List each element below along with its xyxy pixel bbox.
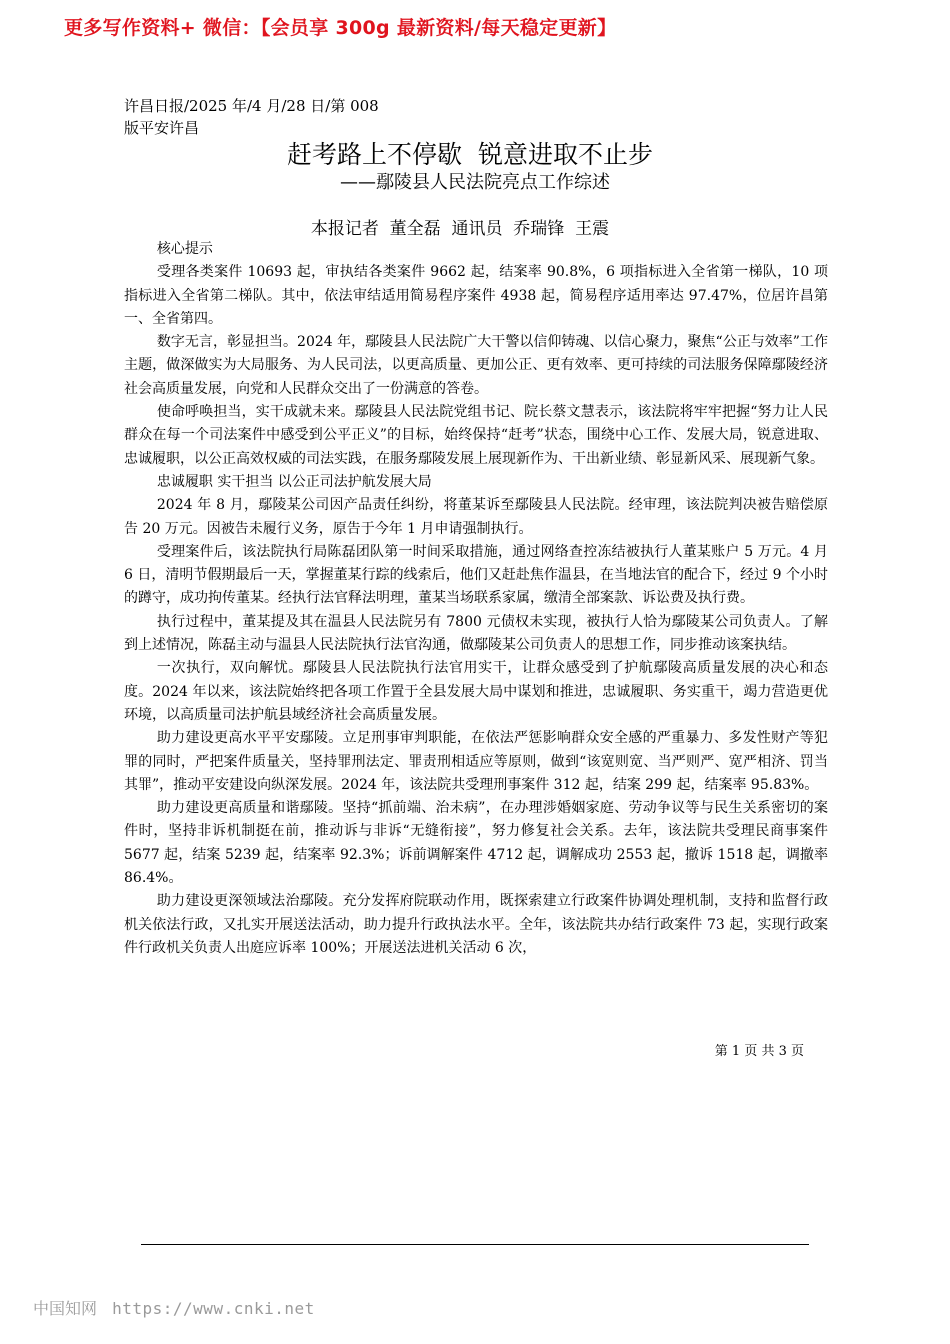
- article-byline: 本报记者 董全磊 通讯员 乔瑞锋 王震: [310, 219, 610, 239]
- footer-site-name: 中国知网: [33, 1299, 98, 1318]
- paragraph: 一次执行，双向解忧。鄢陵县人民法院执行法官用实干，让群众感受到了护航鄢陵高质量发展的决心和态度。2024 年以来，该法院始终把各项工作置于全县发展大局中谋划和推进，忠诚履职、务实重干，竭力营造更优环境，以高质量司法护航县域经济社会高质量发展。: [124, 660, 828, 723]
- source-info: [124, 95, 379, 139]
- promo-banner: 更多写作资料+ 微信：【会员享 300g 最新资料/每天稳定更新】: [64, 17, 617, 39]
- footer-url[interactable]: https://www.cnki.net: [112, 1299, 315, 1318]
- article-body: [124, 238, 828, 960]
- paragraph: 使命呼唤担当，实干成就未来。鄢陵县人民法院党组书记、院长蔡文慧表示，该法院将牢牢把握“努力让人民群众在每一个司法案件中感受到公平正义”的目标，始终保持“赶考”状态，围绕中心工作、发展大局，锐意进取、忠诚履职，以公正高效权威的司法实践，在服务鄢陵发展上展现新作为、干出新业绩、彰显新风采、展现新气象。: [124, 404, 828, 467]
- article-subtitle: ——鄢陵县人民法院亮点工作综述: [340, 172, 610, 193]
- paragraph: 数字无言，彰显担当。2024 年，鄢陵县人民法院广大干警以信仰铸魂、以信心聚力，聚焦“公正与效率”工作主题，做深做实为大局服务、为人民司法，以更高质量、更加公正、更有效率、更可持续的司法服务保障鄢陵经济社会高质量发展，向党和人民群众交出了一份满意的答卷。: [124, 334, 828, 397]
- paragraph: 受理案件后，该法院执行局陈磊团队第一时间采取措施，通过网络查控冻结被执行人董某账户 5 万元。4 月 6 日，清明节假期最后一天，掌握董某行踪的线索后，他们又赶赴焦作温县，在当地法官的配合下，经过 9 个小时的蹲守，成功拘传董某。经执行法官释法明理，董某当场联系家属，缴清全部案款、诉讼费及执行费。: [124, 543, 828, 607]
- footer-divider: [141, 1244, 809, 1245]
- source-line-2: 版平安许昌: [124, 119, 200, 137]
- paragraph: 受理各类案件 10693 起，审执结各类案件 9662 起，结案率 90.8%，6 项指标进入全省第一梯队，10 项指标进入全省第二梯队。其中，依法审结适用简易程序案件 4938 起，简易程序适用率达 97.47%，位居许昌第一、全省第四。: [124, 264, 828, 327]
- paragraph: 执行过程中，董某提及其在温县人民法院另有 7800 元债权未实现，被执行人恰为鄢陵某公司负责人。了解到上述情况，陈磊主动与温县人民法院执行法官沟通，做鄢陵某公司负责人的思想工作，同步推动该案执结。: [124, 613, 828, 654]
- footer-watermark: [33, 1296, 315, 1319]
- section-heading-core: 核心提示: [156, 241, 213, 257]
- section-heading-duty: 忠诚履职 实干担当 以公正司法护航发展大局: [156, 473, 432, 490]
- paragraph: 2024 年 8 月，鄢陵某公司因产品责任纠纷，将董某诉至鄢陵县人民法院。经审理，该法院判决被告赔偿原告 20 万元。因被告未履行义务，原告于今年 1 月申请强制执行。: [124, 497, 828, 537]
- paragraph: 助力建设更深领域法治鄢陵。充分发挥府院联动作用，既探索建立行政案件协调处理机制，支持和监督行政机关依法行政，又扎实开展送法活动，助力提升行政执法水平。全年，该法院共办结行政案件 73 起，实现行政案件行政机关负责人出庭应诉率 100%；开展送法进机关活动 6 次，: [124, 893, 828, 956]
- source-line-1: 许昌日报/2025 年/4 月/28 日/第 008: [124, 97, 379, 115]
- article-title: 赶考路上不停歇 锐意进取不止步: [287, 140, 653, 169]
- paragraph: 助力建设更高水平平安鄢陵。立足刑事审判职能，在依法严惩影响群众安全感的严重暴力、多发性财产等犯罪的同时，严把案件质量关，坚持罪刑法定、罪责刑相适应等原则，做到“该宽则宽、当严则严、宽严相济、罚当其罪”，推动平安建设向纵深发展。2024 年，该法院共受理刑事案件 312 起，结案 299 起，结案率 95.83%。: [124, 730, 828, 793]
- page-number: 第 1 页 共 3 页: [714, 1044, 804, 1059]
- paragraph: 助力建设更高质量和谐鄢陵。坚持“抓前端、治未病”，在办理涉婚姻家庭、劳动争议等与民生关系密切的案件时，坚持非诉机制挺在前，推动诉与非诉“无缝衔接”，努力修复社会关系。去年，该法院共受理民商事案件 5677 起，结案 5239 起，结案率 92.3%；诉前调解案件 4712 起，调解成功 2553 起，撤诉 1518 起，调撤率 86.4%。: [124, 800, 828, 887]
